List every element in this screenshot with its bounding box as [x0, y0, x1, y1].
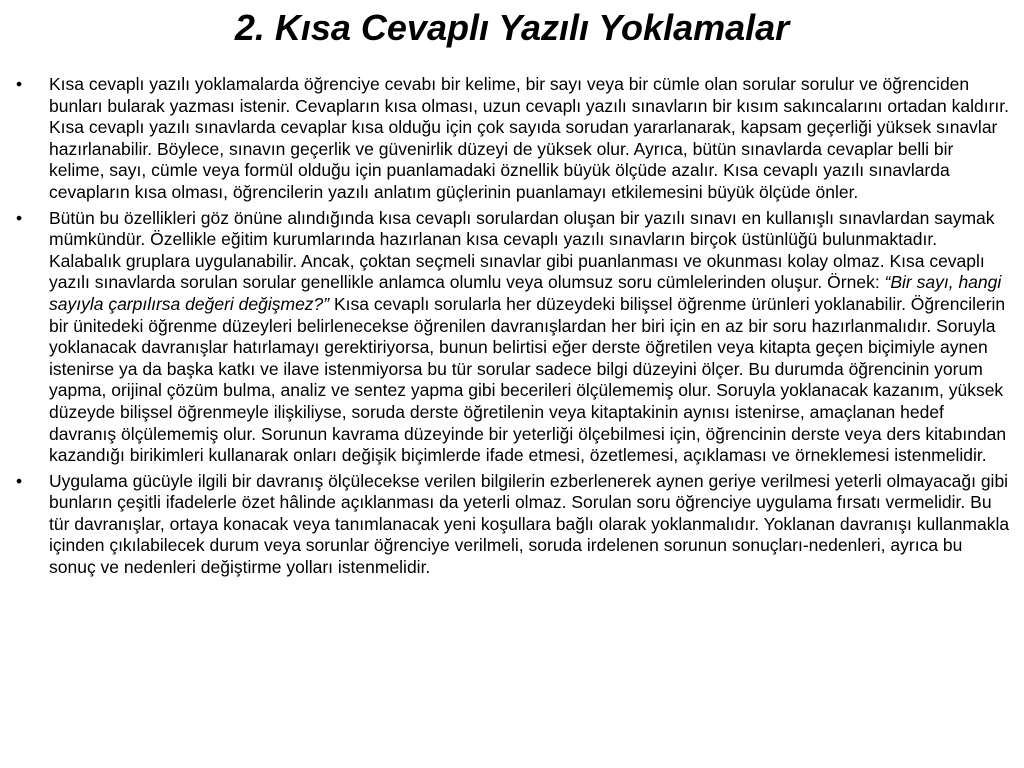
bullet-text-after-example: Kısa cevaplı sorularla her düzeydeki bilişsel öğrenme ürünleri yoklanabilir. Öğrencilerin bir ünitedeki öğrenme düzeyleri belirlenecekse öğrenilen davranışlardan her biri için en az bir soru hazırlanmalıdır. Soruyla yoklanacak davranışlar hatırlamayı gerektiriyorsa, bunun belirtisi eğer derste öğretilen veya kitapta geçen biçimiyle aynen istenirse ya da başka katkı ve ilave istenmiyorsa bu tür sorular sadece bilgi düzeyini ölçer. Bu durumda öğrencinin yorum yapma, orijinal çözüm bulma, analiz ve sentez yapma gibi becerileri ölçülememiş olur. Soruyla yoklanacak kazanım, yüksek düzeyde bilişsel öğrenmeyle ilişkiliyse, soruda derste öğretilenin veya kitaptakinin aynısı istenirse, amaçlanan hedef davranış ölçülememiş olur. Sorunun kavrama düzeyinde bir yeterliği ölçebilmesi için, öğrencinin derste veya ders kitabından kazandığı birikimleri kullanarak onları değişik biçimlerde ifade etmesi, özetlemesi, açıklaması ve örneklemesi istenmelidir. [49, 293, 1007, 466]
bullet-icon: • [16, 74, 23, 94]
bullet-item-3 [16, 471, 1012, 579]
slide-title: 2. Kısa Cevaplı Yazılı Yoklamalar [234, 7, 790, 48]
bullet-list [16, 74, 1012, 583]
bullet-text: Kısa cevaplı yazılı yoklamalarda öğrenciye cevabı bir kelime, bir sayı veya bir cümle olan sorular sorulur ve öğrenciden bunları bularak yazması istenir. Cevapların kısa olması, uzun cevaplı yazılı sınavların bir kısım sakıncalarını ortadan kaldırır. Kısa cevaplı yazılı sınavlarda cevaplar kısa olduğu için çok sayıda sorudan yararlanarak, kapsam geçerliği yüksek sınavlar hazırlanabilir. Böylece, sınavın geçerlik ve güvenirlik düzeyi de yüksek olur. Ayrıca, bütün sınavlarda cevaplar belli bir kelime, sayı, cümle veya formül olduğu için puanlamadaki öznellik büyük ölçüde azalır. Kısa cevaplı yazılı sınavlarda cevapların kısa olması, öğrencilerin yazılı anlatım güçlerinin puanlamayı etkilemesini büyük ölçüde önler. [49, 74, 1010, 202]
bullet-item-1 [16, 74, 1012, 204]
bullet-item-2 [16, 208, 1012, 467]
bullet-icon: • [16, 207, 23, 228]
bullet-icon: • [16, 470, 23, 491]
bullet-text-before-example: Bütün bu özellikleri göz önüne alındığında kısa cevaplı sorulardan oluşan bir yazılı sınavı en kullanışlı sınavlardan saymak mümkündür. Özellikle eğitim kurumlarında hazırlanan kısa cevaplı yazılı sınavların birçok üstünlüğü bulunmaktadır. Kalabalık gruplara uygulanabilir. Ancak, çoktan seçmeli sınavlar gibi puanlanması ve okunması kolay olmaz. Kısa cevaplı yazılı sınavlarda sorulan sorular genellikle anlamca olumlu veya olumsuz soru cümlelerinden oluşur. Örnek: [49, 207, 995, 293]
example-question: “Bir sayı, hangi sayıyla çarpılırsa değeri değişmez?” [49, 272, 1002, 314]
bullet-text: Uygulama gücüyle ilgili bir davranış ölçülecekse verilen bilgilerin ezberlenerek aynen geriye verilmesi yeterli olmayacağı gibi bunların çeşitli ifadelerle özet hâlinde açıklanması da yeterli olmaz. Sorulan soru öğrenciye uygulama fırsatı vermelidir. Bu tür davranışlar, ortaya konacak veya tanımlanacak yeni koşullara bağlı olarak yoklanmalıdır. Yoklanan davranışı kullanmakla içinden çıkılabilecek durum veya sorunlar öğrenciye verilmeli, soruda irdelenen sorunun sonuçları-nedenleri, ayrıca bu sonuç ve nedenleri değiştirme yolları istenmelidir. [49, 470, 1010, 578]
